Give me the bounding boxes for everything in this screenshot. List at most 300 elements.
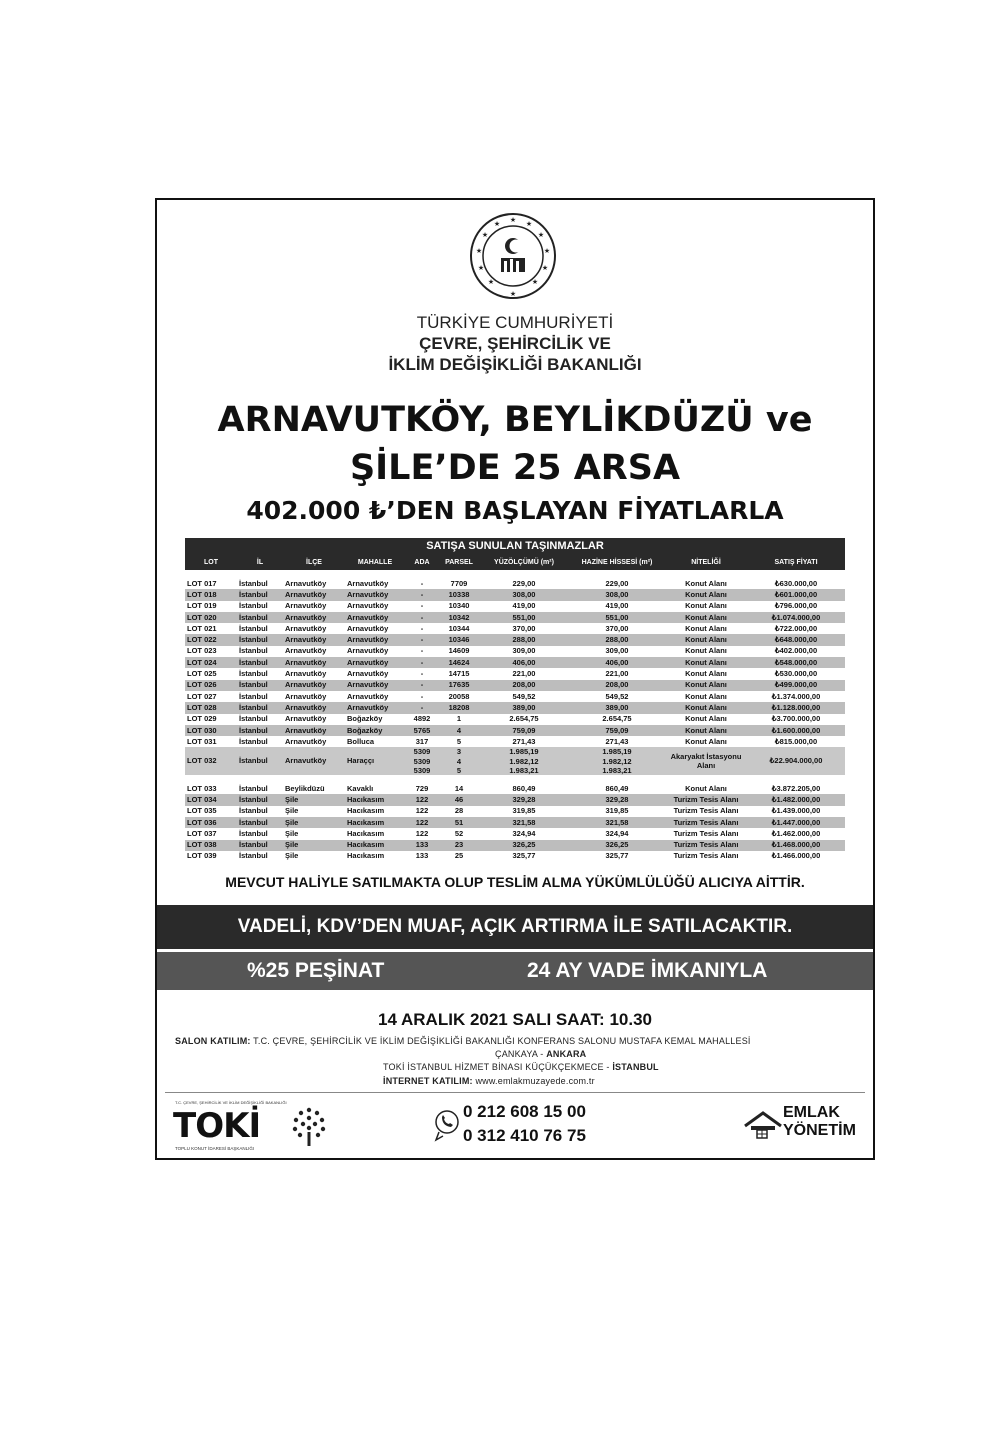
table-cell: 10340 — [439, 601, 479, 612]
table-cell: ₺1.439.000,00 — [747, 806, 845, 817]
table-spacer — [185, 570, 845, 578]
table-cell: ₺1.074.000,00 — [747, 612, 845, 623]
table-cell: LOT 027 — [185, 691, 237, 702]
table-cell: 1 — [439, 714, 479, 725]
table-cell: 319,85 — [479, 806, 569, 817]
table-cell: LOT 039 — [185, 851, 237, 862]
table-cell: ₺1.374.000,00 — [747, 691, 845, 702]
table-cell: 389,00 — [569, 702, 665, 713]
table-cell: İstanbul — [237, 817, 283, 828]
table-cell: Şile — [283, 828, 345, 839]
table-cell: - — [405, 634, 439, 645]
table-cell: 319,85 — [569, 806, 665, 817]
table-cell: Konut Alanı — [665, 668, 747, 679]
table-cell: ₺1.462.000,00 — [747, 828, 845, 839]
table-cell: Konut Alanı — [665, 634, 747, 645]
table-cell: ₺1.482.000,00 — [747, 794, 845, 805]
table-cell-line: 3 — [456, 747, 462, 757]
svg-text:★: ★ — [525, 220, 533, 228]
table-cell: İstanbul — [237, 623, 283, 634]
table-cell: ₺1.600.000,00 — [747, 725, 845, 736]
table-cell: Turizm Tesis Alanı — [665, 851, 747, 862]
table-cell: İstanbul — [237, 601, 283, 612]
table-cell: İstanbul — [237, 783, 283, 794]
salon-venue — [175, 1036, 751, 1046]
table-cell: Konut Alanı — [665, 702, 747, 713]
table-row — [185, 806, 845, 817]
table-cell: LOT 036 — [185, 817, 237, 828]
table-cell: LOT 038 — [185, 840, 237, 851]
table-cell: 549,52 — [569, 691, 665, 702]
table-cell: Konut Alanı — [665, 623, 747, 634]
table-cell: - — [405, 668, 439, 679]
table-cell: LOT 034 — [185, 794, 237, 805]
table-cell: İstanbul — [237, 691, 283, 702]
col-niteligi: NİTELİĞİ — [665, 555, 747, 570]
table-cell-line: 1.982,12 — [509, 756, 539, 766]
table-cell: - — [405, 578, 439, 589]
table-cell: 122 — [405, 828, 439, 839]
table-cell: 221,00 — [479, 668, 569, 679]
table-row — [185, 601, 845, 612]
toki-ministry-caption: T.C. ÇEVRE, ŞEHİRCİLİK VE İKLİM DEĞİŞİKLİĞİ BAKANLIĞI — [175, 1100, 287, 1105]
table-cell: Arnavutköy — [345, 702, 405, 713]
payment-band — [157, 952, 873, 990]
table-cell: Arnavutköy — [283, 578, 345, 589]
headline-line-2: ŞİLE’DE 25 ARSA — [349, 448, 681, 488]
table-cell-stack — [479, 747, 569, 775]
table-row — [185, 612, 845, 623]
table-cell: Arnavutköy — [283, 691, 345, 702]
ministry-emblem-icon — [469, 212, 557, 300]
table-cell: 18208 — [439, 702, 479, 713]
salon-text: T.C. ÇEVRE, ŞEHİRCİLİK VE İKLİM DEĞİŞİKLİĞİ BAKANLIĞI KONFERANS SALONU MUSTAFA KEMAL MAHALLESİ — [253, 1036, 751, 1046]
table-cell: 4892 — [405, 714, 439, 725]
toki-city: İSTANBUL — [612, 1062, 659, 1072]
table-cell: 28 — [439, 806, 479, 817]
ministry-line-3: İKLİM DEĞİŞİKLİĞİ BAKANLIĞI — [388, 355, 642, 374]
table-cell: Arnavutköy — [283, 668, 345, 679]
col-il: İL — [237, 555, 283, 570]
table-cell: Turizm Tesis Alanı — [665, 828, 747, 839]
table-row — [185, 840, 845, 851]
table-row — [185, 589, 845, 600]
table-cell: 419,00 — [479, 601, 569, 612]
table-cell: - — [405, 601, 439, 612]
advertisement-frame — [155, 198, 875, 1160]
table-cell: İstanbul — [237, 851, 283, 862]
col-ada: ADA — [405, 555, 439, 570]
ministry-line-1: TÜRKİYE CUMHURİYETİ — [416, 313, 614, 332]
table-cell: 14 — [439, 783, 479, 794]
table-row — [185, 668, 845, 679]
table-cell: ₺3.872.205,00 — [747, 783, 845, 794]
salon-city: ANKARA — [546, 1049, 587, 1059]
headline-price: 402.000 ₺’DEN BAŞLAYAN FİYATLARLA — [246, 496, 784, 525]
table-cell: Turizm Tesis Alanı — [665, 806, 747, 817]
table-cell: 325,77 — [569, 851, 665, 862]
table-cell: - — [405, 657, 439, 668]
table-cell: Arnavutköy — [283, 714, 345, 725]
table-cell: Konut Alanı — [665, 589, 747, 600]
table-cell: 551,00 — [569, 612, 665, 623]
table-cell: 309,00 — [569, 646, 665, 657]
table-cell: ₺601.000,00 — [747, 589, 845, 600]
toki-logo-text: TOKİ — [173, 1106, 261, 1146]
table-cell: İstanbul — [237, 702, 283, 713]
table-cell: 317 — [405, 736, 439, 747]
table-cell: Arnavutköy — [283, 646, 345, 657]
table-title: SATIŞA SUNULAN TAŞINMAZLAR — [185, 538, 845, 555]
footer-divider — [165, 1092, 865, 1093]
table-cell: Arnavutköy — [345, 634, 405, 645]
table-row — [185, 646, 845, 657]
table-cell: Arnavutköy — [283, 702, 345, 713]
table-cell-line: 4 — [456, 756, 462, 766]
table-cell: Boğazköy — [345, 725, 405, 736]
internet-label: İNTERNET KATILIM: — [383, 1076, 473, 1086]
table-cell: ₺548.000,00 — [747, 657, 845, 668]
table-cell: 5 — [439, 736, 479, 747]
table-cell: İstanbul — [237, 794, 283, 805]
table-cell: Bolluca — [345, 736, 405, 747]
table-cell: 20058 — [439, 691, 479, 702]
table-cell: Arnavutköy — [283, 589, 345, 600]
table-cell: 329,28 — [479, 794, 569, 805]
table-cell: Arnavutköy — [283, 657, 345, 668]
table-cell: Arnavutköy — [345, 601, 405, 612]
table-cell: 122 — [405, 817, 439, 828]
table-cell: LOT 028 — [185, 702, 237, 713]
table-cell: - — [405, 589, 439, 600]
table-cell: Hacıkasım — [345, 794, 405, 805]
table-cell: İstanbul — [237, 806, 283, 817]
table-cell: LOT 017 — [185, 578, 237, 589]
table-cell: 759,09 — [479, 725, 569, 736]
table-cell: LOT 035 — [185, 806, 237, 817]
table-cell: Şile — [283, 840, 345, 851]
table-cell-line: 1.983,21 — [602, 765, 632, 775]
svg-text:★: ★ — [487, 278, 495, 286]
table-cell-line: 5309 — [413, 747, 431, 757]
table-row — [185, 828, 845, 839]
table-cell: Turizm Tesis Alanı — [665, 840, 747, 851]
table-cell: ₺530.000,00 — [747, 668, 845, 679]
table-row — [185, 714, 845, 725]
table-cell: İstanbul — [237, 736, 283, 747]
table-cell: Arnavutköy — [283, 736, 345, 747]
table-spacer — [185, 775, 845, 783]
table-cell: Arnavutköy — [345, 691, 405, 702]
table-cell: 7709 — [439, 578, 479, 589]
emlak-logo-line-1: EMLAK — [783, 1104, 840, 1121]
table-cell: Turizm Tesis Alanı — [665, 794, 747, 805]
table-cell: Hacıkasım — [345, 817, 405, 828]
table-cell: Konut Alanı — [665, 657, 747, 668]
table-cell: ₺815.000,00 — [747, 736, 845, 747]
table-cell: LOT 020 — [185, 612, 237, 623]
table-cell: LOT 026 — [185, 680, 237, 691]
table-cell: Hacıkasım — [345, 806, 405, 817]
phone-icon — [433, 1108, 461, 1144]
table-cell: 17635 — [439, 680, 479, 691]
table-cell-stack — [439, 747, 479, 775]
table-cell: - — [405, 646, 439, 657]
svg-text:★: ★ — [493, 220, 501, 228]
table-cell: Arnavutköy — [283, 634, 345, 645]
phone-number-2[interactable]: 0 312 410 76 75 — [463, 1126, 586, 1145]
table-cell: 549,52 — [479, 691, 569, 702]
table-cell: 288,00 — [479, 634, 569, 645]
table-cell: ₺1.128.000,00 — [747, 702, 845, 713]
emlak-logo-line-2: YÖNETİM — [783, 1122, 856, 1139]
table-cell: Arnavutköy — [345, 578, 405, 589]
table-cell: 122 — [405, 806, 439, 817]
table-cell: Arnavutköy — [283, 725, 345, 736]
col-mahalle: MAHALLE — [345, 555, 405, 570]
table-cell: Arnavutköy — [283, 680, 345, 691]
table-cell: Kavaklı — [345, 783, 405, 794]
table-cell-line: Akaryakıt İstasyonu — [670, 752, 742, 762]
table-row — [185, 794, 845, 805]
table-cell: LOT 022 — [185, 634, 237, 645]
table-cell: 288,00 — [569, 634, 665, 645]
auction-date: 14 ARALIK 2021 SALI SAAT: 10.30 — [378, 1010, 652, 1029]
table-cell: - — [405, 680, 439, 691]
table-cell: 308,00 — [479, 589, 569, 600]
col-parsel: PARSEL — [439, 555, 479, 570]
svg-text:★: ★ — [541, 264, 549, 272]
col-hazine: HAZİNE HİSSESİ (m²) — [569, 555, 665, 570]
table-cell: 419,00 — [569, 601, 665, 612]
table-cell: İstanbul — [237, 828, 283, 839]
table-cell: 326,25 — [479, 840, 569, 851]
svg-text:★: ★ — [537, 231, 545, 239]
table-cell: 324,94 — [569, 828, 665, 839]
table-cell: Arnavutköy — [345, 657, 405, 668]
table-cell-line: 5 — [456, 765, 462, 775]
table-cell: İstanbul — [237, 589, 283, 600]
table-cell: 309,00 — [479, 646, 569, 657]
table-cell: ₺3.700.000,00 — [747, 714, 845, 725]
phone-number-1[interactable]: 0 212 608 15 00 — [463, 1102, 586, 1121]
col-lot: LOT — [185, 555, 237, 570]
table-cell: Şile — [283, 851, 345, 862]
table-cell-niteligi — [665, 747, 747, 775]
table-row — [185, 691, 845, 702]
table-cell: 133 — [405, 851, 439, 862]
table-row — [185, 725, 845, 736]
table-cell-stack — [405, 747, 439, 775]
table-cell: 10342 — [439, 612, 479, 623]
table-cell: 208,00 — [479, 680, 569, 691]
table-cell-line: 5309 — [413, 756, 431, 766]
table-cell: Konut Alanı — [665, 578, 747, 589]
table-cell: 229,00 — [479, 578, 569, 589]
table-row — [185, 657, 845, 668]
table-cell: Konut Alanı — [665, 646, 747, 657]
table-cell: 389,00 — [479, 702, 569, 713]
table-row — [185, 736, 845, 747]
table-cell: İstanbul — [237, 680, 283, 691]
table-cell: İstanbul — [237, 657, 283, 668]
table-cell: Konut Alanı — [665, 680, 747, 691]
table-cell: Şile — [283, 817, 345, 828]
property-table — [185, 538, 845, 862]
table-cell: LOT 031 — [185, 736, 237, 747]
table-cell: Boğazköy — [345, 714, 405, 725]
installment-term: 24 AY VADE İMKANIYLA — [527, 959, 768, 982]
table-cell: İstanbul — [237, 714, 283, 725]
table-cell-stack — [569, 747, 665, 775]
table-cell: İstanbul — [237, 840, 283, 851]
salon-city-prefix: ÇANKAYA - — [495, 1049, 547, 1059]
table-cell: Hacıkasım — [345, 851, 405, 862]
table-cell: LOT 019 — [185, 601, 237, 612]
table-row — [185, 578, 845, 589]
table-cell: Arnavutköy — [283, 623, 345, 634]
table-cell: LOT 018 — [185, 589, 237, 600]
table-cell: ₺722.000,00 — [747, 623, 845, 634]
table-row — [185, 851, 845, 862]
table-row — [185, 783, 845, 794]
table-cell: 10344 — [439, 623, 479, 634]
table-cell: LOT 021 — [185, 623, 237, 634]
col-ilce: İLÇE — [283, 555, 345, 570]
table-cell: 271,43 — [479, 736, 569, 747]
table-cell: 551,00 — [479, 612, 569, 623]
internet-url[interactable]: www.emlakmuzayede.com.tr — [475, 1076, 595, 1086]
table-cell: LOT 025 — [185, 668, 237, 679]
table-cell: Arnavutköy — [283, 612, 345, 623]
table-cell: Hacıkasım — [345, 828, 405, 839]
table-cell: Arnavutköy — [345, 623, 405, 634]
table-cell: Konut Alanı — [665, 612, 747, 623]
table-cell: 406,00 — [569, 657, 665, 668]
table-cell: Arnavutköy — [345, 589, 405, 600]
table-cell: 321,58 — [569, 817, 665, 828]
col-yuzolcumu: YÜZÖLÇÜMÜ (m²) — [479, 555, 569, 570]
svg-text:★: ★ — [477, 264, 485, 272]
table-cell: İstanbul — [237, 725, 283, 736]
table-cell: Arnavutköy — [345, 646, 405, 657]
toki-tree-icon — [287, 1104, 331, 1148]
table-cell: 10346 — [439, 634, 479, 645]
table-row — [185, 634, 845, 645]
table-cell: - — [405, 691, 439, 702]
salon-city-line — [495, 1049, 586, 1059]
table-cell: İstanbul — [237, 634, 283, 645]
table-cell: 308,00 — [569, 589, 665, 600]
table-cell: Arnavutköy — [345, 612, 405, 623]
toki-venue-line — [383, 1062, 659, 1072]
table-cell: Haraççı — [345, 747, 405, 775]
table-cell: 133 — [405, 840, 439, 851]
table-cell: 122 — [405, 794, 439, 805]
down-payment: %25 PEŞİNAT — [247, 959, 385, 982]
ministry-line-2: ÇEVRE, ŞEHİRCİLİK VE — [419, 334, 611, 353]
table-cell: Konut Alanı — [665, 725, 747, 736]
table-cell: ₺630.000,00 — [747, 578, 845, 589]
table-row — [185, 623, 845, 634]
table-cell: 10338 — [439, 589, 479, 600]
table-row — [185, 680, 845, 691]
table-cell: 229,00 — [569, 578, 665, 589]
table-cell: 2.654,75 — [569, 714, 665, 725]
table-cell-line: 1.983,21 — [509, 765, 539, 775]
table-cell: Şile — [283, 806, 345, 817]
table-cell: 4 — [439, 725, 479, 736]
table-cell: Beylikdüzü — [283, 783, 345, 794]
table-cell: 321,58 — [479, 817, 569, 828]
table-cell-line: 5309 — [413, 765, 431, 775]
svg-text:★: ★ — [531, 278, 539, 286]
table-cell: 14715 — [439, 668, 479, 679]
table-cell: Arnavutköy — [345, 680, 405, 691]
svg-text:★: ★ — [481, 231, 489, 239]
svg-text:★: ★ — [509, 290, 517, 298]
table-cell: İstanbul — [237, 668, 283, 679]
table-cell: 51 — [439, 817, 479, 828]
table-cell: 324,94 — [479, 828, 569, 839]
table-cell: ₺402.000,00 — [747, 646, 845, 657]
table-cell: ₺499.000,00 — [747, 680, 845, 691]
table-cell-line: 1.985,19 — [602, 747, 632, 757]
table-cell: 370,00 — [569, 623, 665, 634]
table-cell: - — [405, 623, 439, 634]
table-cell: 329,28 — [569, 794, 665, 805]
table-cell: ₺1.468.000,00 — [747, 840, 845, 851]
table-cell: Arnavutköy — [283, 601, 345, 612]
table-cell: ₺648.000,00 — [747, 634, 845, 645]
table-cell: 23 — [439, 840, 479, 851]
table-cell: Konut Alanı — [665, 783, 747, 794]
table-cell: Turizm Tesis Alanı — [665, 817, 747, 828]
salon-label: SALON KATILIM: — [175, 1036, 251, 1046]
table-cell: 271,43 — [569, 736, 665, 747]
table-cell: 221,00 — [569, 668, 665, 679]
table-cell: 2.654,75 — [479, 714, 569, 725]
table-cell: Konut Alanı — [665, 714, 747, 725]
table-cell: LOT 033 — [185, 783, 237, 794]
table-cell: 325,77 — [479, 851, 569, 862]
table-cell: Konut Alanı — [665, 601, 747, 612]
table-cell: Hacıkasım — [345, 840, 405, 851]
table-cell: 370,00 — [479, 623, 569, 634]
table-cell: LOT 023 — [185, 646, 237, 657]
svg-text:★: ★ — [543, 247, 551, 255]
table-cell: 52 — [439, 828, 479, 839]
table-row-lot-032 — [185, 747, 845, 775]
toki-caption: TOPLU KONUT İDARESİ BAŞKANLIĞI — [175, 1146, 255, 1151]
table-cell: 729 — [405, 783, 439, 794]
table-cell: - — [405, 612, 439, 623]
table-cell: Konut Alanı — [665, 691, 747, 702]
table-cell: Arnavutköy — [283, 747, 345, 775]
table-cell: 14624 — [439, 657, 479, 668]
table-cell-line: 1.982,12 — [602, 756, 632, 766]
table-cell: ₺796.000,00 — [747, 601, 845, 612]
toki-venue: TOKİ İSTANBUL HİZMET BİNASI KÜÇÜKÇEKMECE - — [383, 1062, 613, 1072]
table-cell: LOT 032 — [185, 747, 237, 775]
table-cell: 326,25 — [569, 840, 665, 851]
table-cell: İstanbul — [237, 612, 283, 623]
table-cell: ₺22.904.000,00 — [747, 747, 845, 775]
table-cell: İstanbul — [237, 747, 283, 775]
table-cell: Konut Alanı — [665, 736, 747, 747]
table-cell: 860,49 — [569, 783, 665, 794]
table-row — [185, 817, 845, 828]
